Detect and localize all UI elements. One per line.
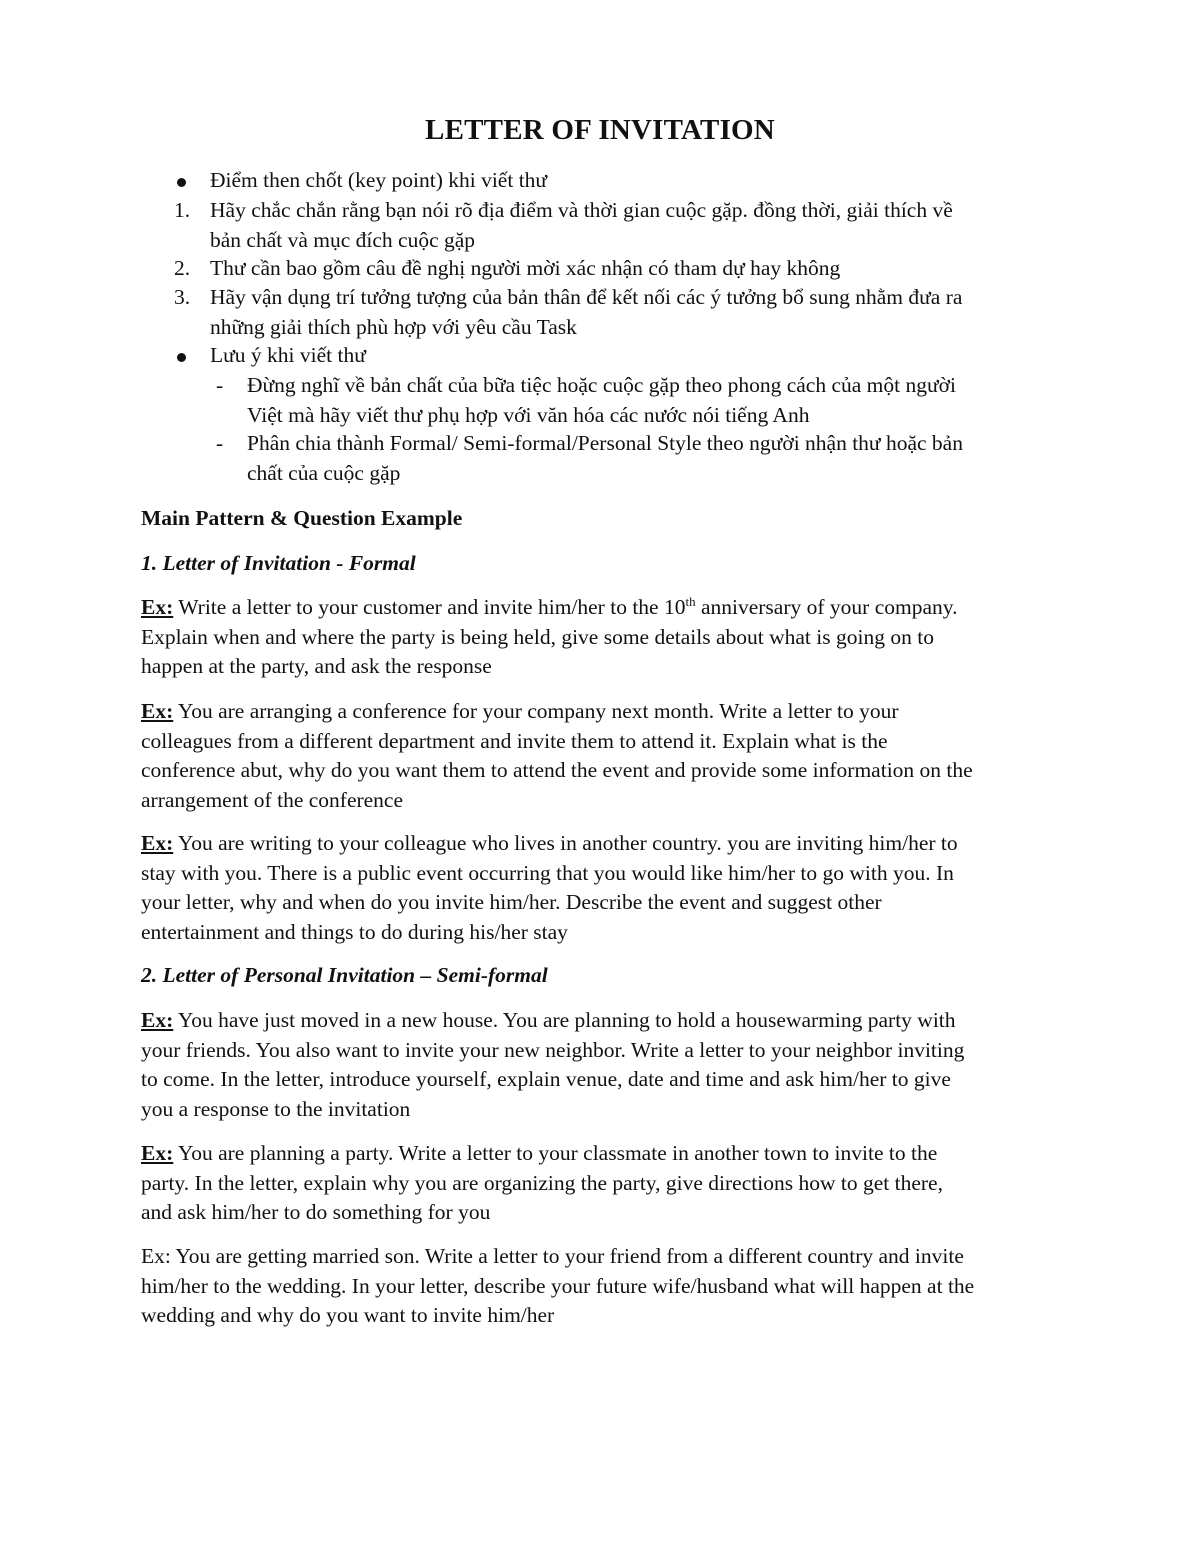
example-paragraph: Ex: You are planning a party. Write a letter to your classmate in another town to invite to the party. In the letter, explain why you are organizing the party, give directions how to get there, and ask him/her to do something for you — [141, 1141, 943, 1224]
main-heading: Main Pattern & Question Example — [141, 506, 463, 530]
example-paragraph: Ex: You are getting married son. Write a letter to your friend from a different country and invite him/her to the wedding. In your letter, describe your future wife/husband what will happen at the wedding and why do you want to invite him/her — [141, 1244, 975, 1327]
ex-label: Ex: — [141, 1141, 174, 1165]
document-page: LETTER OF INVITATION Điểm then chốt (key point) khi viết thư 1. Hãy chắc chắn rằng bạn nói rõ địa điểm và thời gian cuộc gặp. đồng thời, giải thích về bản chất và mục đích cuộc gặp 2. Thư cần bao gồm câu đề nghị người mời xác nhận có tham dự hay không 3. Hãy vận dụng trí tưởng tượng của bản thân để kết nối các ý tưởng bổ sung nhằm đưa ra những giải thích phù hợp với yêu cầu Task Lưu ý khi viết thư - Đừng nghĩ về bản chất của bữa tiệc hoặc cuộc gặp theo phong cách của một người Việt mà hãy viết thư phụ hợp với văn hóa các nước nói tiếng Anh - Phân chia thành Formal/ Semi-formal/Personal Style theo người nhận thư hoặc bản chất của cuộc gặp Main Pattern & Question Example 1. Letter of Invitation - Formal Ex: Write a letter to your customer and invite him/her to the 10th anniversary of your company. Explain when and where the party is being held, give some details about what is going on to happen at the party, and ask the response Ex: You are arranging a conference for your company next month. Write a letter to your colleagues from a different department and invite them to attend it. Explain what is the conference abut, why do you want them to attend the event and provide some information on the arrangement of the conference Ex: You are writing to your colleague who lives in another country. you are inviting him/her to stay with you. There is a public event occurring that you would like him/her to go with you. In your letter, why and when do you invite him/her. Describe the event and suggest other entertainment and things to do during his/her stay 2. Letter of Personal Invitation – Semi-formal Ex: You have just moved in a new house. You are planning to hold a housewarming party with your friends. You also want to invite your new neighbor. Write a letter to your neighbor inviting to come. In the letter, introduce yourself, explain venue, date and time and ask him/her to give you a response to the invitation Ex: You are planning a party. Write a letter to your classmate in another town to invite to the party. In the letter, explain why you are organizing the party, give directions how to get there, and ask him/her to do something for you Ex: You are getting married son. Write a letter to your friend from a different country and invite him/her to the wedding. In your letter, describe your future wife/husband what will happen at the wedding and why do you want to invite him/her — [0, 0, 1200, 1553]
bullet-icon — [177, 178, 186, 187]
page-title: LETTER OF INVITATION — [425, 114, 775, 146]
example-paragraph: Ex: You are arranging a conference for your company next month. Write a letter to your colleagues from a different department and invite them to attend it. Explain what is the conference abut, why do you want them to attend the event and provide some information on the arrangement of the conference — [141, 699, 973, 812]
bullet-icon — [177, 353, 186, 362]
ex-label: Ex: — [141, 831, 174, 855]
section-heading: 2. Letter of Personal Invitation – Semi-formal — [141, 963, 548, 987]
ex-label: Ex: — [141, 699, 174, 723]
example-paragraph: Ex: Write a letter to your customer and invite him/her to the 10th anniversary of your company. Explain when and where the party is being held, give some details about what is going on to happen at the party, and ask the response — [141, 593, 958, 678]
example-paragraph: Ex: You have just moved in a new house. You are planning to hold a housewarming party with your friends. You also want to invite your new neighbor. Write a letter to your neighbor inviting to come. In the letter, introduce yourself, explain venue, date and time and ask him/her to give you a response to the invitation — [141, 1008, 965, 1121]
ex-label: Ex: — [141, 1008, 174, 1032]
ex-label: Ex: — [141, 595, 174, 619]
example-paragraph: Ex: You are writing to your colleague who lives in another country. you are inviting him/her to stay with you. There is a public event occurring that you would like him/her to go with you. In your letter, why and when do you invite him/her. Describe the event and suggest other entertainment and things to do during his/her stay — [141, 831, 958, 944]
section-heading: 1. Letter of Invitation - Formal — [141, 551, 416, 575]
